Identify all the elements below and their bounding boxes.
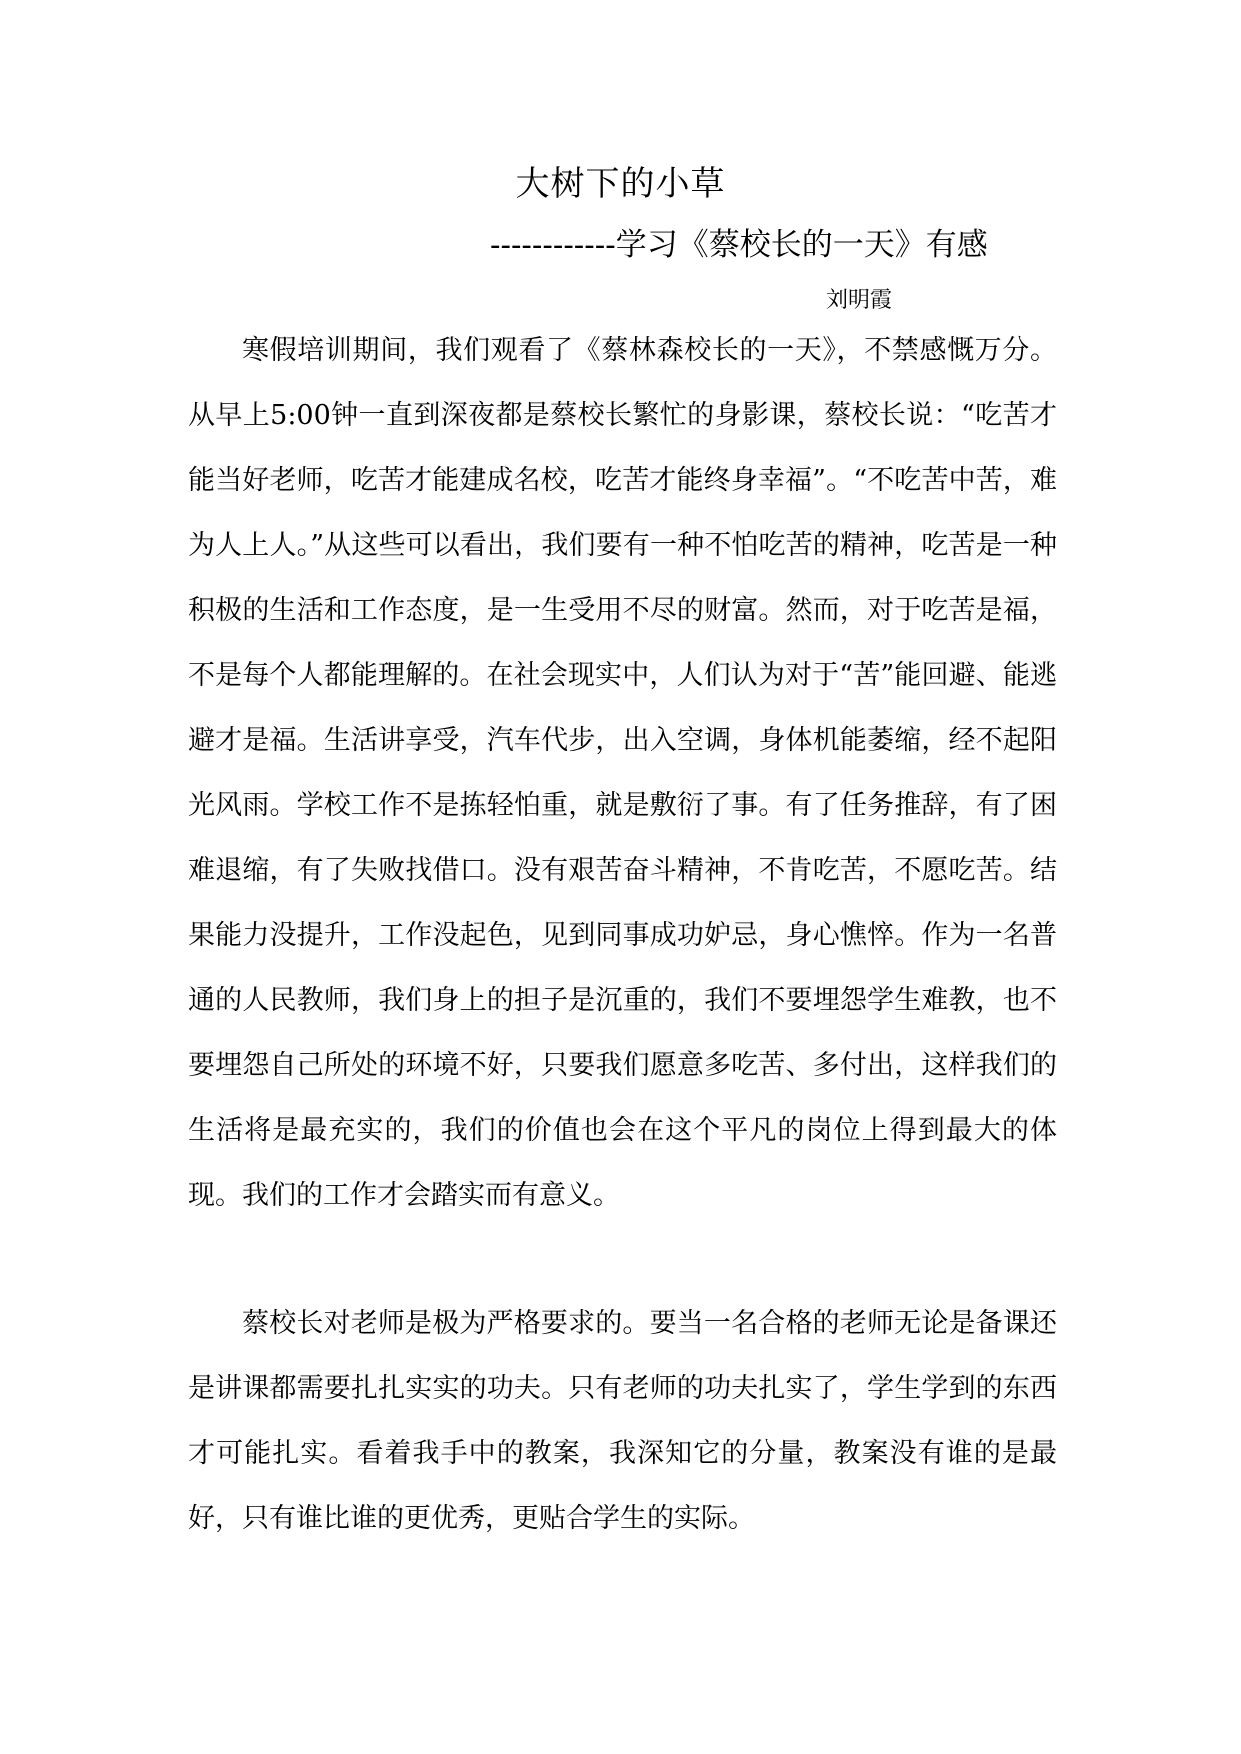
document-title: 大树下的小草 xyxy=(515,164,726,204)
document-author: 刘明霞 xyxy=(826,288,893,313)
body-paragraph: 蔡校长对老师是极为严格要求的。要当一名合格的老师无论是备课还是讲课都需要扎扎实实的功夫。只有老师的功夫扎实了，学生学到的东西才可能扎实。看着我手中的教案，我深知它的分量，教案没有谁的是最好，只有谁比谁的更优秀，更贴合学生的实际。 xyxy=(188,1308,1057,1534)
body-paragraph: 寒假培训期间，我们观看了《蔡林森校长的一天》，不禁感慨万分。 从早上5:00钟一直到深夜都是蔡校长繁忙的身影课，蔡校长说：“吃苦才能当好老师，吃苦才能建成名校，吃苦才能终身幸福”。“不吃苦中苦，难为人上人。”从这些可以看出，我们要有一种不怕吃苦的精神，吃苦是一种积极的生活和工作态度，是一生受用不尽的财富。然而，对于吃苦是福，不是每个人都能理解的。在社会现实中，人们认为对于“苦”能回避、能逃避才是福。生活讲享受，汽车代步，出入空调，身体机能萎缩，经不起阳光风雨。学校工作不是拣轻怕重，就是敷衍了事。有了任务推辞，有了困难退缩，有了失败找借口。没有艰苦奋斗精神，不肯吃苦，不愿吃苦。结果能力没提升，工作没起色，见到同事成功妒忌，身心憔悴。作为一名普通的人民教师，我们身上的担子是沉重的，我们不要埋怨学生难教，也不要埋怨自己所处的环境不好，只要我们愿意多吃苦、多付出，这样我们的生活将是最充实的，我们的价值也会在这个平凡的岗位上得到最大的体现。我们的工作才会踏实而有意义。 xyxy=(188,335,1057,1211)
document-subtitle: ------------学习《蔡校长的一天》有感 xyxy=(490,227,988,263)
